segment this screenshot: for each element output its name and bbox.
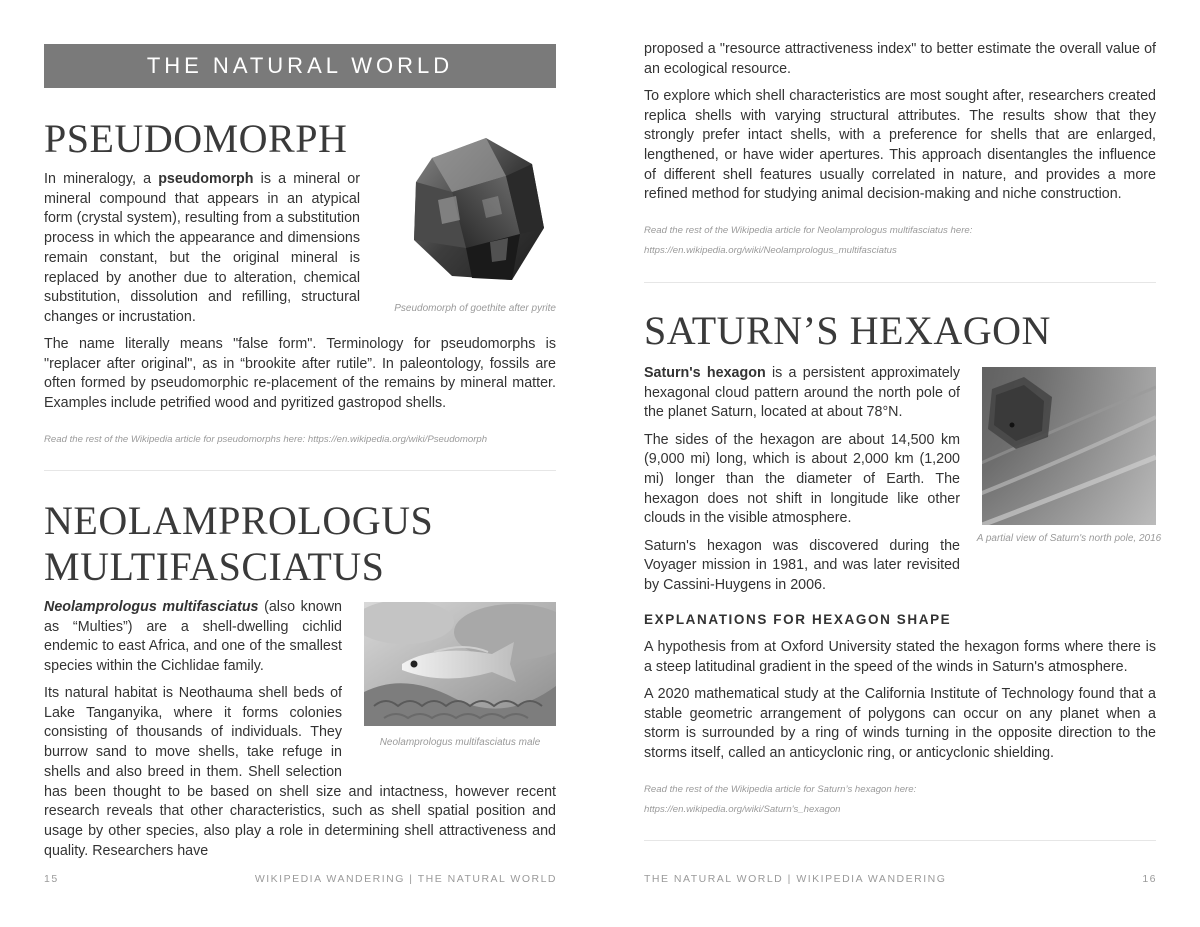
saturn-caption: A partial view of Saturn's north pole, 2016 xyxy=(976,533,1162,544)
section-banner: THE NATURAL WORLD xyxy=(44,44,556,88)
pseudomorph-paragraph-2: The name literally means "false form". Terminology for pseudomorphs is "replacer after original", as in “brookite after rutile”. In paleontology, fossils are often formed by pseudomorphic re-placement of the remains by mineral matter. Examples include petrified wood and pyritized gastropod shells. xyxy=(44,336,556,412)
saturn-reference: Read the rest of the Wikipedia article for Saturn’s hexagon here: https://en.wikipedia.org/wiki/Saturn's_hexagon xyxy=(644,784,917,815)
pseudomorph-reference: Read the rest of the Wikipedia article for pseudomorphs here: https://en.wikipedia.org/wiki/Pseudomorph xyxy=(44,434,488,445)
saturn-term: Saturn's hexagon xyxy=(644,365,766,381)
saturn-paragraphs: Saturn's hexagon is a persistent approximately hexagonal cloud pattern around the north pole of the planet Saturn, located at about 78°N. The sides of the hexagon are about 14,500 km (9,000 mi) long, which is about 2,000 km (1,200 mi) longer than the diameter of Earth. The hexagon does not shift in longitude like other clouds in the visible atmosphere. Saturn's hexagon was discovered during the Voyager mission in 1981, and was later revisited by Cassini-Huygens in 2006. xyxy=(644,365,960,594)
section-divider xyxy=(44,470,556,471)
neolamprologus-paragraph-1: Neolamprologus multifasciatus (also known as “Multies”) are a shell-dwelling cichlid endemic to east Africa, and one of the smallest species within the Cichlidae family. xyxy=(44,599,342,675)
neolamprologus-reference: Read the rest of the Wikipedia article for Neolamprologus multifasciatus here: https://en.wikipedia.org/wiki/Neolamprologus_multifasciatus xyxy=(644,225,973,256)
saturn-title: SATURN’S HEXAGON xyxy=(644,308,1051,353)
saturn-explanations: A hypothesis from at Oxford University stated the hexagon forms where there is a steep latitudinal gradient in the speed of the winds in Saturn's atmosphere. A 2020 mathematical study at the California Institute of Technology found that a stable geometric arrangement of polygons can occur on any planet when a storm is surrounded by a ring of winds turning in the opposite direction to the storms itself, called an anticyclonic ring, or anticyclonic shielding. xyxy=(644,639,1156,762)
neolamprologus-title: NEOLAMPROLOGUS MULTIFASCIATUS xyxy=(44,498,434,589)
cichlid-caption: Neolamprologus multifasciatus male xyxy=(379,737,541,748)
pseudomorph-term: pseudomorph xyxy=(158,171,254,187)
neolamprologus-continued: proposed a "resource attractiveness index" to better estimate the overall value of an ecological resource. To explore which shell characteristics are most sought after, researchers created replica shells with varying structural attributes. The results show that they strongly prefer intact shells, with a preference for shells that are enlarged, lengthened, or have wider apertures. This approach disentangles the influence of different shell features usually correlated in nature, and provides a more refined method for studying animal decision-making and niche construction. xyxy=(644,41,1156,203)
pseudomorph-caption: Pseudomorph of goethite after pyrite xyxy=(394,303,556,314)
page-number-right: 16 xyxy=(1142,873,1157,885)
pseudomorph-image xyxy=(394,130,556,292)
running-header-left: WIKIPEDIA WANDERING | THE NATURAL WORLD xyxy=(254,873,557,885)
species-name: Neolamprologus multifasciatus xyxy=(44,599,259,615)
page-number-left: 15 xyxy=(44,873,59,885)
saturn-image xyxy=(982,367,1156,525)
pseudomorph-title: PSEUDOMORPH xyxy=(44,116,348,161)
section-divider xyxy=(644,282,1156,283)
section-divider xyxy=(644,840,1156,841)
subsection-heading: EXPLANATIONS FOR HEXAGON SHAPE xyxy=(644,612,952,627)
running-header-right: THE NATURAL WORLD | WIKIPEDIA WANDERING xyxy=(644,873,947,885)
pseudomorph-paragraph-1: In mineralogy, a pseudomorph is a mineral or mineral compound that appears in an atypical form (crystal system), resulting from a substitution process in which the appearance and dimensions remain constant, but the original mineral is replaced by another due to alteration, chemical substitution, dissolution and refilling, structural changes or incrustation. xyxy=(44,171,360,325)
neolamprologus-paragraph-2: Its natural habitat is Neothauma shell beds of Lake Tanganyika, where it forms colonies consisting of thousands of individuals. They burrow sand to move shells, take refuge in shells and also breed in them. Shell selection has been thought to be based on shell size and intactness, however recent research reveals that other characteristics, such as shell spatial position and usage by other species, also play a role in determining shell attractiveness and quality. Researchers have xyxy=(44,685,556,859)
